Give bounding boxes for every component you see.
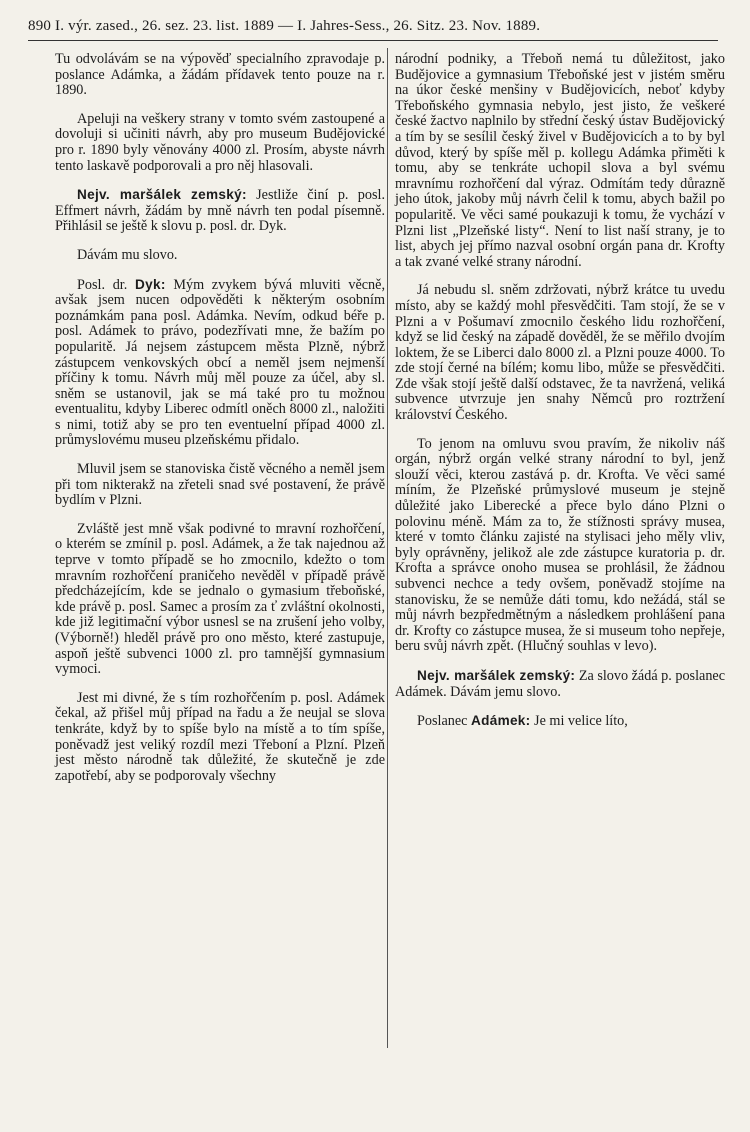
speech-text: Je mi velice líto, — [530, 713, 628, 730]
paragraph — [395, 668, 725, 700]
speaker-name: Dyk: — [134, 276, 166, 292]
paragraph: Já nebudu sl. sněm zdržovati, nýbrž krátce tu uvedu místo, aby se každý mohl přesvědčiti. Tam stojí, že se v Plzni a v Pošumaví zmocnilo českého lidu rozhořčení, když se lid český na západě dověděl, že se měřilo dvojím loktem, že se Liberci dalo 8000 zl. a Plzni pouze 4000. To zde stojí černé na bílém; komu libo, může se přesvědčiti. Zde však stojí ještě další odstavec, že ta navržená, veliká subvence utvrzuje jen snahy Němců pro roztržení království Českého. — [395, 282, 725, 424]
speaker-name: Nejv. maršálek zemský: — [77, 187, 247, 203]
paragraph — [55, 187, 385, 235]
paragraph: Apeluji na veškery strany v tomto svém zastoupené a dovoluji si učiniti návrh, aby pro museum Budějovické pro r. 1890 byly věnovány 4000 zl. Prosím, abyste návrh tento laskavě podporovali a pro něj hlasovali. — [55, 110, 385, 174]
paragraph: To jenom na omluvu svou pravím, že nikoliv náš orgán, nýbrž orgán velké strany národní to byl, jenž slouží věci, kterou zastává p. dr. Krofta. Ve věci samé míním, že Plzeňské průmyslové museum je stejně důležité jako Liberecké a přece bylo dáno Plzni o polovinu méně. Mám za to, že stížnosti správy musea, které v tomto článku zajisté na stylisaci jeho měly vliv, byly oprávněny, jelikož ale zde zástupce kuratoria p. dr. Krofta a správce onoho musea se prohlásil, že žádnou subvenci nechce a tedy ovšem, poněvadž stojíme na stanovisku, že se nemůže dáti tomu, kdo nežádá, stál se můj návrh bezpředmětným a následkem prohlášení pana dr. Krofty co zástupce musea, že si museum toho nepřeje, beru svůj návrh zpět. (Hlučný souhlas v levo). — [395, 435, 725, 655]
paragraph: Jest mi divné, že s tím rozhořčením p. posl. Adámek čekal, až přišel můj případ na řadu a že neujal se slova tenkráte, když by to spíše bylo na místě a to tím spíše, poněvadž jest veliký rozdíl mezi Třeboní a Plzní. Plzeň jest město národně tak důležité, že skutečně je zde zapotřebí, aby se podporovaly všechny — [55, 689, 385, 784]
paragraph: Zvláště jest mně však podivné to mravní rozhořčení, o kterém se zmínil p. posl. Adámek, a že tak najednou až teprve v tomto případě se ho zmocnilo, kdežto o tom mravním rozhořčení praničeho nevěděl v případě právě předcházejícím, kde se jednalo o gymasium třeboňské, kde právě p. posl. Samec a prosím za ť zvláštní okolnosti, kde již legitimační výbor usnesl se na zrušení jeho volby, (Výborně!) hleděl právě pro ono město, které zastupuje, aspoň ještě subvenci 1000 zl. pro tamnější gymnasium vymoci. — [55, 520, 385, 678]
left-column — [55, 52, 385, 797]
paragraph: Mluvil jsem se stanoviska čistě věcného a neměl jsem při tom nikterakž na zřeteli snad své postavení, že právě bydlím v Plzni. — [55, 461, 385, 509]
speech-text: Mým zvykem bývá mluviti věcně, avšak jsem nucen odpověděti k některým osobním poznámkám pana posl. Adámka. Nevím, odkud béře p. posl. Adámek to právo, podezřívati mne, že bažím po popularitě. Já nejsem zástupcem města Plzně, nýbrž zástupcem venkovských obcí a neměl jsem nejmenší příčiny k tomu. Návrh můj měl pouze za účel, aby sl. sněm se ustanovil, jak se má také pro tu možnou eventualitu, kdyby Liberec odmítl oněch 8000 zl., naložiti s nimi, totiž aby se pro ten eventuelní případ 4000 zl. průmyslovému museu plzeňskému přidalo. — [55, 276, 385, 449]
running-header: 890 I. výr. zased., 26. sez. 23. list. 1889 — I. Jahres-Sess., 26. Sitz. 23. Nov. 1889. — [28, 18, 541, 34]
paragraph — [55, 277, 385, 450]
column-divider — [387, 48, 388, 1048]
speech-text: Za slovo žádá p. poslanec Adámek. Dávám jemu slovo. — [395, 667, 726, 700]
speaker-name: Nejv. maršálek zemský: — [417, 667, 576, 683]
paragraph: národní podniky, a Třeboň nemá tu důležitost, jako Budějovice a gymnasium Třeboňské jest v jistém směru na úkor české menšiny v Budějovicích, neboť kdyby Třeboňského gymnasia nebylo, jest jisto, že veškeré české žactvo naplnilo by střední český ústav Budějovický a tím by se sesílil český živel v Budějovicích a to by byl důvod, který by spíše měl p. kollegu Adámka přiměti k tomu, aby se tenkráte uchopil slova a byl svému mravnímu rozhořčení dal výraz. Odmítám tedy důrazně jeho útok, jakoby můj návrh čelil k tomu, abych bažil po popularitě. Ve věci samé poukazuji k tomu, že vychází v Plzni list „Plzeňské listy“. Není to list naší strany, je to list, abych jej přímo nazval osobní orgán pana dr. Krofty a tak zvané velké strany národní. — [395, 51, 725, 270]
right-column — [395, 52, 725, 743]
speaker-name: Adámek: — [470, 713, 531, 729]
speaker-prefix: Poslanec — [417, 713, 471, 730]
header-rule — [28, 40, 718, 41]
paragraph — [395, 713, 725, 730]
paragraph: Dávám mu slovo. — [77, 246, 178, 263]
speech-text: Jestliže činí p. posl. Effmert návrh, žádám by mně návrh ten podal písemně. Přihlásil se ještě k slovu p. posl. dr. Dyk. — [55, 187, 385, 235]
paragraph: Tu odvolávám se na výpověď specialního zpravodaje p. poslance Adámka, a žádám přídavek tento pouze na r. 1890. — [55, 51, 385, 99]
speaker-prefix: Posl. dr. — [77, 276, 135, 293]
